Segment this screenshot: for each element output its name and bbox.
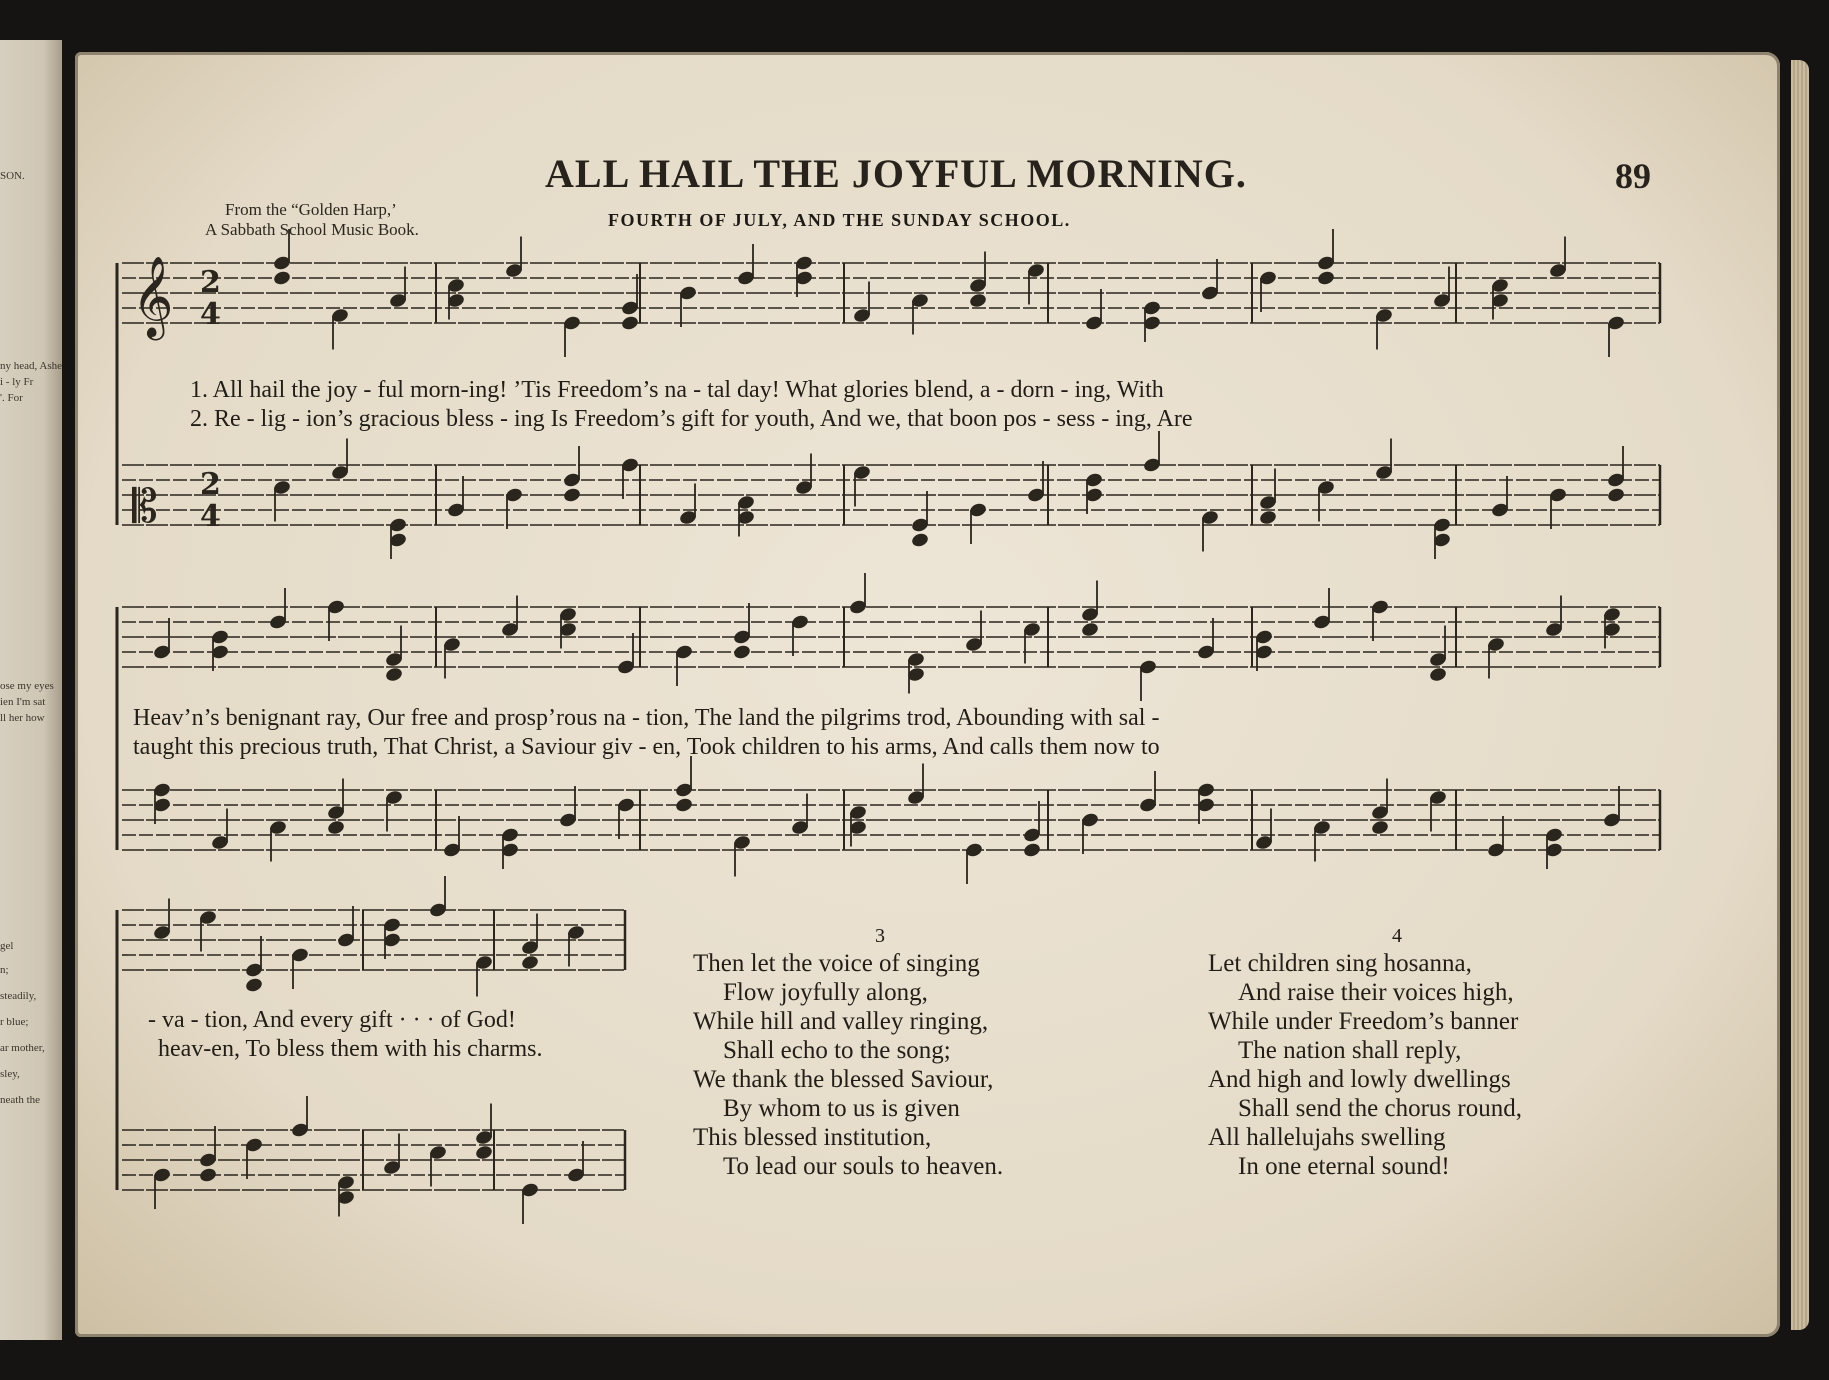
stanza-3-line: Then let the voice of singing <box>693 950 980 977</box>
left-page-fragment: r blue; <box>0 1016 29 1028</box>
song-title: ALL HAIL THE JOYFUL MORNING. <box>545 151 1247 196</box>
stanza-4-line: Let children sing hosanna, <box>1208 950 1472 977</box>
note-head <box>474 1144 493 1161</box>
left-page-fragment: gel <box>0 940 14 952</box>
left-page-fragment: ien I'm sat <box>0 696 46 708</box>
note-head <box>620 315 639 332</box>
left-page-fragment: ar mother, <box>0 1042 45 1054</box>
left-page-fragment: n; <box>0 964 9 976</box>
note-head <box>272 270 291 287</box>
page-number: 89 <box>1615 156 1651 196</box>
left-page-fragment: ny head, Ashe <box>0 360 62 372</box>
note-head <box>1370 819 1389 836</box>
note-head <box>1316 270 1335 287</box>
left-page-fragment: SON. <box>0 170 25 182</box>
stanza-3-line: We thank the blessed Saviour, <box>693 1066 994 1093</box>
stanza-4-line: Shall send the chorus round, <box>1238 1095 1522 1122</box>
time-signature-top: 2 <box>200 467 221 502</box>
stanza-4-line: In one eternal sound! <box>1238 1153 1450 1180</box>
stanza-4-line: While under Freedom’s banner <box>1208 1008 1519 1035</box>
note-head <box>732 644 751 661</box>
time-signature-bottom: 4 <box>200 297 221 332</box>
source-credit-line1: From the “Golden Harp,’ <box>225 200 397 219</box>
note-head <box>384 666 403 683</box>
bass-clef-icon: 𝄡 <box>132 479 158 533</box>
stanza-4-line: And raise their voices high, <box>1238 979 1514 1006</box>
lyric-line-verse1-system3: - va - tion, And every gift · · · of God! <box>148 1007 516 1033</box>
left-page-fragment: ose my eyes <box>0 680 54 692</box>
stanza-3-line: Flow joyfully along, <box>723 979 928 1006</box>
left-page-fragment: ll her how <box>0 712 45 724</box>
stanza-3-line: Shall echo to the song; <box>723 1037 951 1064</box>
song-subtitle: FOURTH OF JULY, AND THE SUNDAY SCHOOL. <box>608 210 1071 230</box>
stanza-4-line: All hallelujahs swelling <box>1208 1124 1446 1151</box>
note-head <box>968 292 987 309</box>
stanza-4-line: The nation shall reply, <box>1238 1037 1462 1064</box>
note-head <box>244 977 263 994</box>
stanza-3-line: By whom to us is given <box>723 1095 960 1122</box>
stanza-4-number: 4 <box>1392 925 1402 947</box>
left-page-fragment: sley, <box>0 1068 20 1080</box>
stanza-3-number: 3 <box>875 925 885 947</box>
lyric-line-verse2-system2: taught this precious truth, That Christ, a Saviour giv - en, Took children to his arms, And calls them now to <box>133 734 1160 760</box>
lyric-line-verse2-system1: 2. Re - lig - ion’s gracious bless - ing Is Freedom’s gift for youth, And we, that boon pos - sess - ing, Are <box>190 406 1193 432</box>
note-head <box>1606 487 1625 504</box>
note-head <box>1428 666 1447 683</box>
note-head <box>198 1167 217 1184</box>
treble-clef-icon: 𝄞 <box>132 255 174 337</box>
left-page-fragment: '. For <box>0 392 23 404</box>
note-head <box>1258 509 1277 526</box>
lyric-line-verse1-system2: Heav’n’s benignant ray, Our free and prosp’rous na - tion, The land the pilgrims trod, Abounding with sal - <box>133 705 1160 731</box>
stanza-3-line: While hill and valley ringing, <box>693 1008 989 1035</box>
note-head <box>326 819 345 836</box>
note-head <box>674 797 693 814</box>
lyric-line-verse2-system3: heav-en, To bless them with his charms. <box>158 1036 543 1062</box>
stanza-3-line: This blessed institution, <box>693 1124 932 1151</box>
left-page-fragment: neath the <box>0 1094 41 1106</box>
time-signature-bottom: 4 <box>200 499 221 534</box>
note-head <box>1022 842 1041 859</box>
note-head <box>910 532 929 549</box>
note-head <box>562 487 581 504</box>
stanza-3-line: To lead our souls to heaven. <box>723 1153 1004 1180</box>
left-page-fragment: i - ly Fr <box>0 376 34 388</box>
source-credit-line2: A Sabbath School Music Book. <box>205 220 419 239</box>
stanza-4-line: And high and lowly dwellings <box>1208 1066 1511 1093</box>
left-page-fragment: steadily, <box>0 990 37 1002</box>
note-head <box>520 954 539 971</box>
note-head <box>1080 621 1099 638</box>
time-signature-top: 2 <box>200 265 221 300</box>
lyric-line-verse1-system1: 1. All hail the joy - ful morn-ing! ’Tis Freedom’s na - tal day! What glories blend, a - dorn - ing, With <box>190 377 1164 403</box>
